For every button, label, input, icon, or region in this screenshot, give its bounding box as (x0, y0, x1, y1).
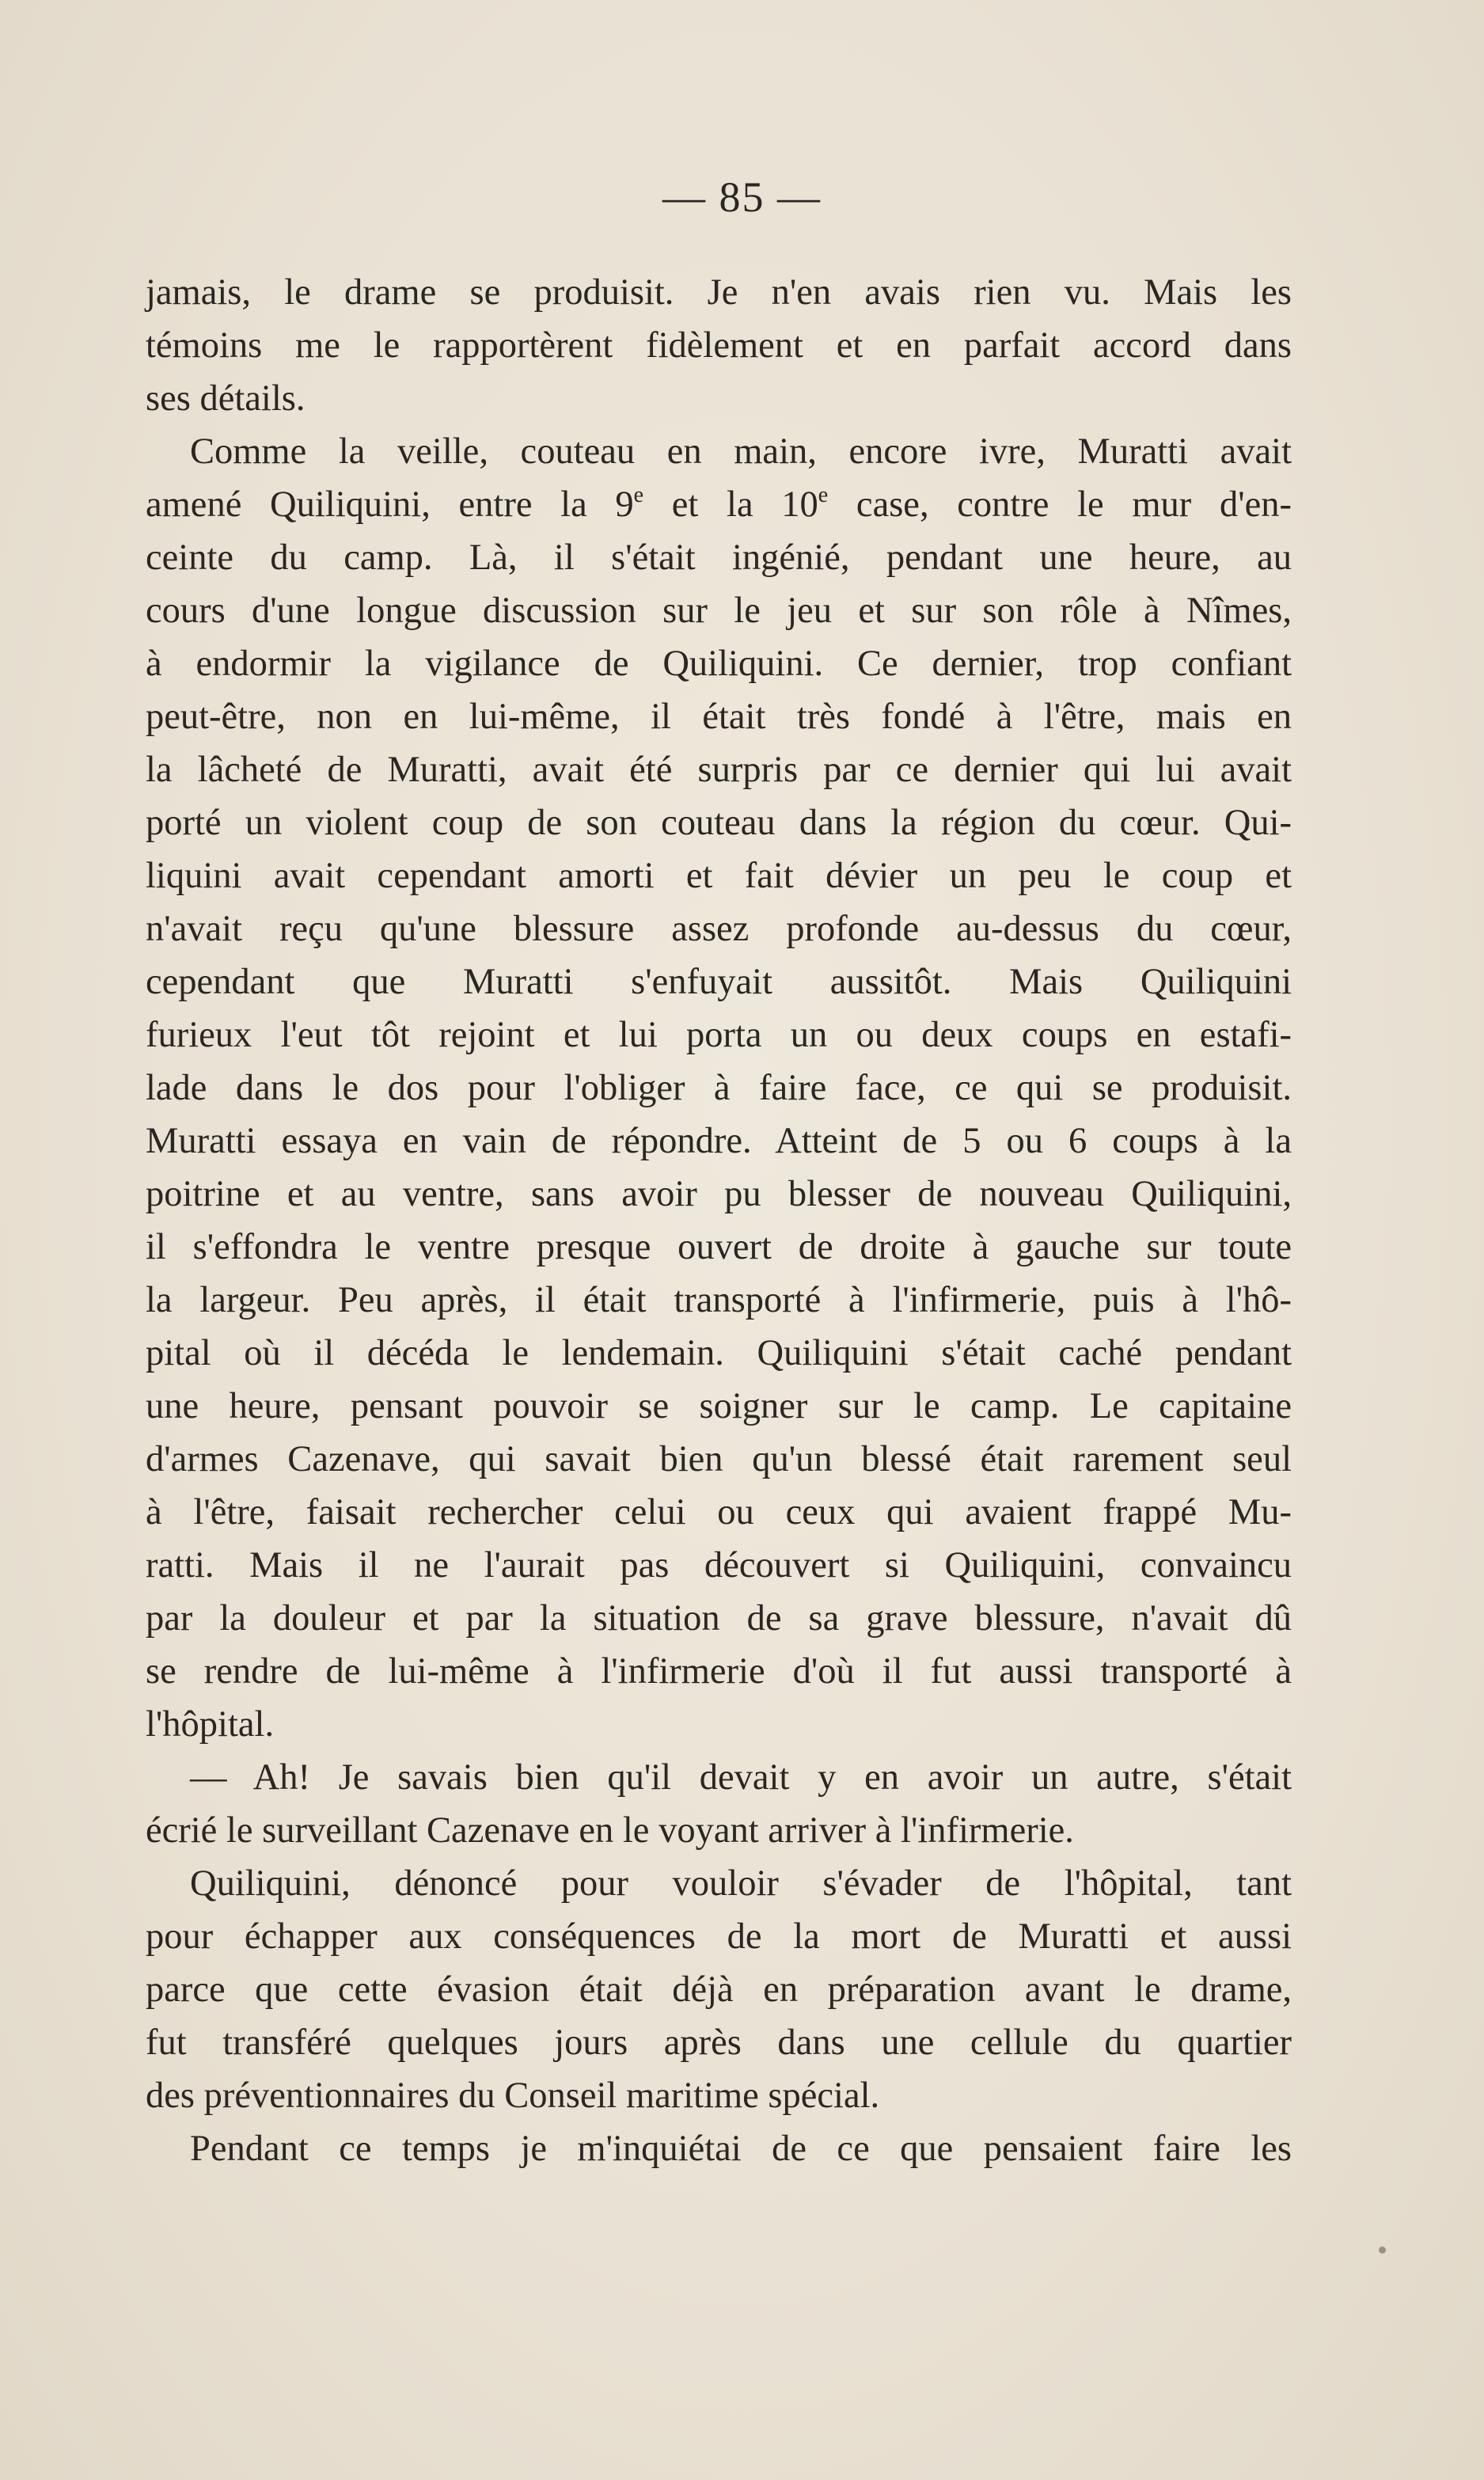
text-line: l'hôpital. (146, 1704, 275, 1745)
superscript: e (633, 483, 644, 507)
text-line: lade dans le dos pour l'obliger à faire face, ce qui se produisit. (146, 1068, 1292, 1108)
text-line: des préventionnaires du Conseil maritime spécial. (146, 2076, 880, 2116)
text-line: pital où il décéda le lendemain. Quiliquini s'était caché pendant (146, 1333, 1292, 1373)
text-line: cours d'une longue discussion sur le jeu et sur son rôle à Nîmes, (146, 591, 1292, 631)
text-line: témoins me le rapportèrent fidèlement et en parfait accord dans (146, 325, 1292, 366)
body-text (146, 266, 1292, 2175)
text-line: une heure, pensant pouvoir se soigner sur le camp. Le capitaine (146, 1386, 1292, 1426)
text-fragment: case, contre le mur d'en- (828, 484, 1292, 525)
text-line: n'avait reçu qu'une blessure assez profonde au-dessus du cœur, (146, 909, 1292, 949)
page-number: — 85 — (662, 173, 822, 221)
text-line: la largeur. Peu après, il était transporté à l'infirmerie, puis à l'hô- (146, 1280, 1292, 1320)
text-line: parce que cette évasion était déjà en préparation avant le drame, (146, 1969, 1292, 2010)
text-line: pour échapper aux conséquences de la mort de Muratti et aussi (146, 1916, 1292, 1957)
text-line (146, 478, 1292, 531)
text-line: — Ah! Je savais bien qu'il devait y en avoir un autre, s'était (190, 1757, 1292, 1798)
text-line: porté un violent coup de son couteau dans la région du cœur. Qui- (146, 803, 1292, 843)
text-line: il s'effondra le ventre presque ouvert de droite à gauche sur toute (146, 1227, 1292, 1267)
text-line: fut transféré quelques jours après dans une cellule du quartier (146, 2022, 1292, 2063)
text-fragment: et la 10 (643, 484, 818, 525)
text-line: jamais, le drame se produisit. Je n'en avais rien vu. Mais les (146, 272, 1292, 313)
text-line: Quiliquini, dénoncé pour vouloir s'évader de l'hôpital, tant (190, 1863, 1292, 1904)
text-line: la lâcheté de Muratti, avait été surpris par ce dernier qui lui avait (146, 750, 1292, 790)
text-line: à endormir la vigilance de Quiliquini. Ce dernier, trop confiant (146, 644, 1292, 684)
text-line: d'armes Cazenave, qui savait bien qu'un blessé était rarement seul (146, 1439, 1292, 1479)
text-fragment: amené Quiliquini, entre la 9 (146, 484, 634, 525)
text-line: ratti. Mais il ne l'aurait pas découvert si Quiliquini, convaincu (146, 1545, 1292, 1586)
text-line: à l'être, faisait rechercher celui ou ceux qui avaient frappé Mu- (146, 1492, 1292, 1532)
text-line: Muratti essaya en vain de répondre. Atteint de 5 ou 6 coups à la (146, 1121, 1292, 1161)
text-line: peut-être, non en lui-même, il était très fondé à l'être, mais en (146, 697, 1292, 737)
superscript: e (818, 483, 829, 507)
text-line: ceinte du camp. Là, il s'était ingénié, pendant une heure, au (146, 537, 1292, 578)
text-line: se rendre de lui-même à l'infirmerie d'où il fut aussi transporté à (146, 1651, 1292, 1692)
paper-speck (1379, 2246, 1386, 2254)
text-line: poitrine et au ventre, sans avoir pu blesser de nouveau Quiliquini, (146, 1174, 1292, 1214)
text-line: par la douleur et par la situation de sa grave blessure, n'avait dû (146, 1598, 1292, 1639)
text-line: écrié le surveillant Cazenave en le voyant arriver à l'infirmerie. (146, 1810, 1074, 1851)
text-line: Comme la veille, couteau en main, encore ivre, Muratti avait (190, 431, 1292, 472)
text-line: furieux l'eut tôt rejoint et lui porta un ou deux coups en estafi- (146, 1015, 1292, 1055)
text-line: ses détails. (146, 378, 306, 419)
text-line: Pendant ce temps je m'inquiétai de ce que pensaient faire les (190, 2129, 1292, 2169)
text-line: cependant que Muratti s'enfuyait aussitôt. Mais Quiliquini (146, 962, 1292, 1002)
text-line: liquini avait cependant amorti et fait dévier un peu le coup et (146, 856, 1292, 896)
